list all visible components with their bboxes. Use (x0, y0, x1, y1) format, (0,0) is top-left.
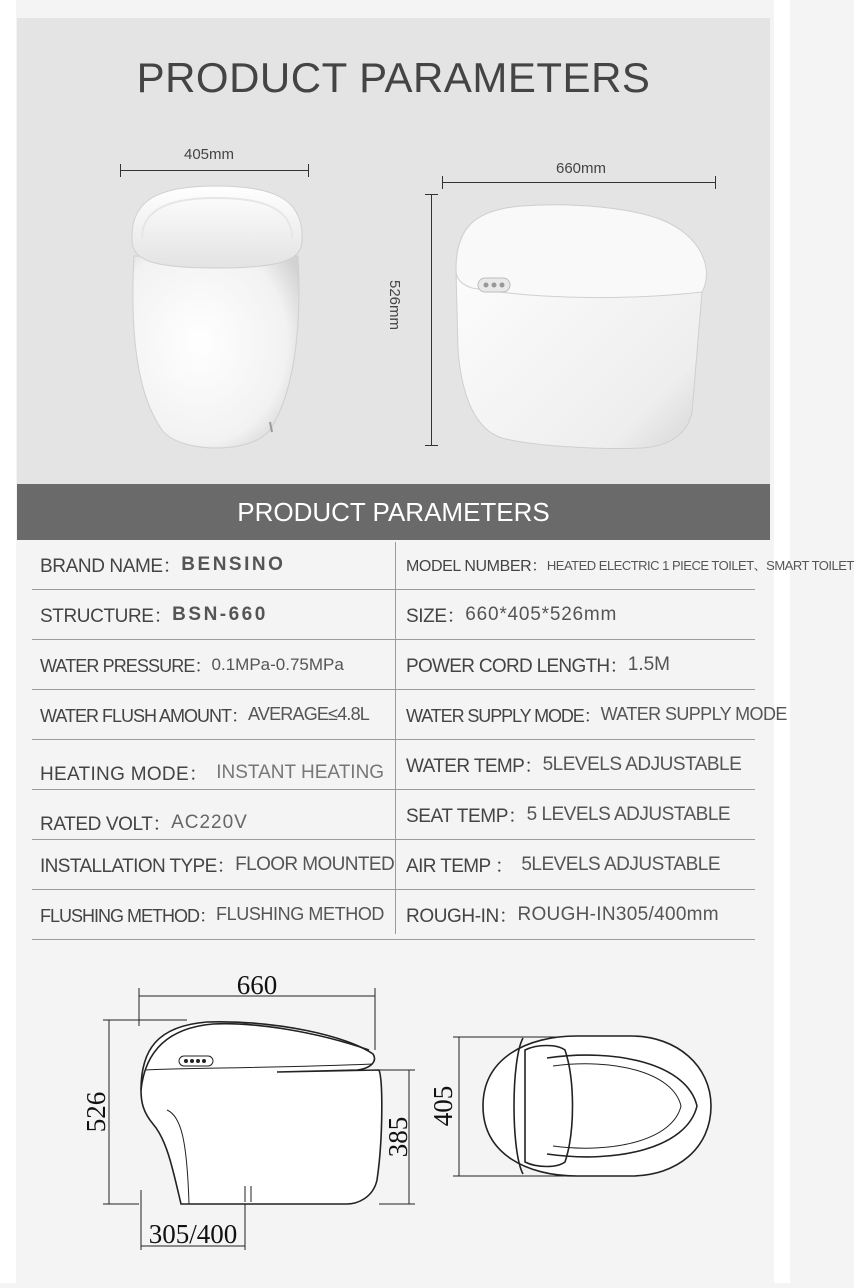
water-pressure-cell (40, 640, 402, 689)
power-cord-label: POWER CORD LENGTH： (406, 656, 628, 677)
rough-in-label: ROUGH-IN： (406, 906, 518, 927)
side-length-tick-left (442, 176, 443, 189)
installation-cell (40, 840, 402, 889)
brand-value: BENSINO (181, 553, 286, 575)
air-temp-value: 5LEVELS ADJUSTABLE (521, 853, 721, 875)
rough-in-value: ROUGH-IN305/400mm (517, 903, 719, 925)
size-value: 660*405*526mm (465, 603, 618, 625)
rated-volt-cell (40, 790, 402, 847)
seat-temp-label: SEAT TEMP： (406, 806, 527, 827)
air-temp-label: AIR TEMP ： (406, 856, 514, 877)
technical-drawing (17, 940, 770, 1283)
flushing-method-label: FLUSHING METHOD： (40, 905, 217, 926)
rough-in-dim-text: 305/400 (148, 1219, 238, 1249)
rough-in-cell (406, 890, 754, 939)
water-pressure-label: WATER PRESSURE： (40, 655, 212, 676)
size-label: SIZE： (406, 606, 466, 627)
top-plan-view (483, 1036, 711, 1176)
table-row (32, 840, 755, 890)
supply-mode-label: WATER SUPPLY MODE： (406, 705, 601, 726)
toilet-front-photo (122, 178, 312, 458)
seat-height-dim-text: 385 (383, 1116, 413, 1158)
height-dim-text: 526 (81, 1091, 111, 1133)
table-row (32, 890, 755, 940)
section-banner: PRODUCT PARAMETERS (17, 484, 770, 540)
water-temp-value: 5LEVELS ADJUSTABLE (542, 753, 742, 775)
brand-cell (40, 540, 402, 589)
technical-drawing-panel (17, 940, 770, 1283)
seat-temp-value: 5 LEVELS ADJUSTABLE (526, 803, 731, 825)
toilet-side-photo (452, 200, 712, 455)
flush-amount-value: AVERAGE≤4.8L (248, 704, 370, 724)
front-width-line (120, 170, 309, 171)
product-photo-panel (17, 18, 770, 484)
table-row (32, 740, 755, 790)
table-row (32, 790, 755, 840)
side-length-label: 660mm (556, 160, 607, 177)
side-height-tick-top (425, 194, 438, 195)
table-row (32, 640, 755, 690)
left-margin-strip (0, 0, 16, 1283)
flush-amount-cell (40, 690, 402, 739)
water-temp-cell (406, 740, 754, 789)
rated-volt-value: AC220V (171, 811, 248, 833)
table-row (32, 540, 854, 590)
water-pressure-value: 0.1MPa-0.75MPa (211, 654, 344, 674)
table-row (32, 690, 787, 740)
structure-value: BSN-660 (172, 603, 268, 625)
model-label: MODEL NUMBER： (406, 558, 547, 575)
width-dim-text: 405 (428, 1085, 458, 1127)
structure-cell (40, 590, 402, 639)
rated-volt-label: RATED VOLT： (40, 814, 172, 835)
supply-mode-cell (406, 690, 787, 739)
structure-label: STRUCTURE： (40, 606, 173, 627)
power-cord-cell (406, 640, 754, 689)
side-height-line (431, 194, 432, 446)
parameters-table (17, 540, 854, 940)
flush-amount-label: WATER FLUSH AMOUNT： (40, 705, 249, 726)
side-height-tick-bottom (425, 445, 438, 446)
power-cord-value: 1.5M (627, 653, 670, 675)
installation-value: FLOOR MOUNTED (235, 853, 395, 875)
front-width-tick-right (308, 164, 309, 177)
flushing-method-value: FLUSHING METHOD (216, 904, 385, 924)
air-temp-cell (406, 840, 754, 889)
side-length-tick-right (715, 176, 716, 189)
length-dim-text: 660 (236, 970, 278, 1000)
front-width-label: 405mm (184, 146, 235, 163)
supply-mode-value: WATER SUPPLY MODE (600, 704, 787, 724)
brand-label: BRAND NAME： (40, 556, 182, 577)
table-row (32, 590, 755, 640)
size-cell (406, 590, 754, 639)
side-elevation (141, 1022, 382, 1204)
side-length-line (442, 182, 716, 183)
seat-temp-cell (406, 790, 754, 839)
right-margin-strip (774, 0, 790, 1283)
installation-label: INSTALLATION TYPE： (40, 856, 236, 877)
page-title: PRODUCT PARAMETERS (136, 54, 651, 101)
flushing-method-cell (40, 890, 402, 939)
heating-mode-label: HEATING MODE： (40, 764, 209, 785)
model-cell (406, 540, 854, 589)
heating-mode-value: INSTANT HEATING (216, 761, 385, 783)
water-temp-label: WATER TEMP： (406, 756, 543, 777)
heating-mode-cell (40, 740, 402, 797)
front-width-tick-left (120, 164, 121, 177)
side-height-label: 526mm (386, 280, 403, 331)
model-value: HEATED ELECTRIC 1 PIECE TOILET、SMART TOILET (546, 558, 854, 573)
